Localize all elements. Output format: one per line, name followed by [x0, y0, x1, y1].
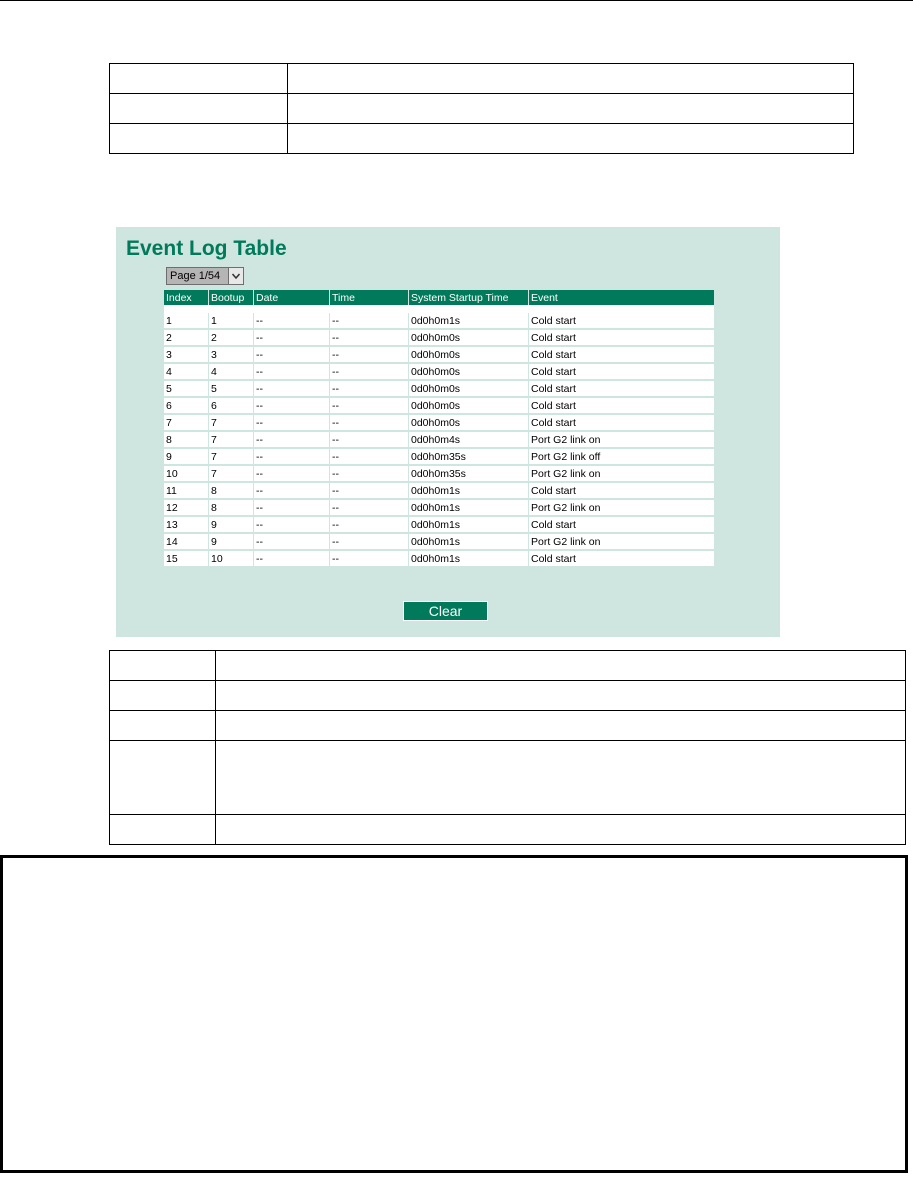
table-row: [110, 124, 854, 154]
table-row: 10 7 -- -- 0d0h0m35s Port G2 link on: [164, 465, 714, 482]
table-row: 1 1 -- -- 0d0h0m1s Cold start: [164, 313, 714, 329]
col-header-date: Date: [254, 290, 330, 305]
clear-button[interactable]: Clear: [403, 601, 488, 621]
table-row: [110, 681, 906, 711]
table-row: [110, 711, 906, 741]
page-select-value: Page 1/54: [166, 267, 229, 285]
page-top-rule: [0, 0, 913, 1]
table-row: 14 9 -- -- 0d0h0m1s Port G2 link on: [164, 533, 714, 550]
table-row: 6 6 -- -- 0d0h0m0s Cold start: [164, 397, 714, 414]
col-header-time: Time: [330, 290, 409, 305]
page-title: Event Log Table: [126, 237, 287, 260]
page-select[interactable]: [166, 267, 244, 285]
table-row: [110, 741, 906, 815]
table-row: 4 4 -- -- 0d0h0m0s Cold start: [164, 363, 714, 380]
note-box: [0, 855, 908, 1173]
table-row: [110, 64, 854, 94]
table-row: 13 9 -- -- 0d0h0m1s Cold start: [164, 516, 714, 533]
table-row: 9 7 -- -- 0d0h0m35s Port G2 link off: [164, 448, 714, 465]
table-row: 5 5 -- -- 0d0h0m0s Cold start: [164, 380, 714, 397]
table-spacer: [164, 305, 714, 313]
event-log-panel: [116, 227, 780, 637]
event-log-table: [163, 290, 714, 568]
doc-table-bottom: [109, 650, 906, 845]
table-row: 15 10 -- -- 0d0h0m1s Cold start: [164, 550, 714, 567]
table-row: 2 2 -- -- 0d0h0m0s Cold start: [164, 329, 714, 346]
col-header-event: Event: [529, 290, 714, 305]
table-header-row: [164, 290, 714, 305]
table-row: 12 8 -- -- 0d0h0m1s Port G2 link on: [164, 499, 714, 516]
table-row: [110, 815, 906, 845]
chevron-down-icon[interactable]: [229, 267, 244, 285]
table-row: [110, 651, 906, 681]
col-header-index: Index: [164, 290, 209, 305]
col-header-bootup: Bootup: [209, 290, 254, 305]
table-row: 8 7 -- -- 0d0h0m4s Port G2 link on: [164, 431, 714, 448]
table-row: [110, 94, 854, 124]
table-row: 7 7 -- -- 0d0h0m0s Cold start: [164, 414, 714, 431]
doc-table-top: [109, 63, 854, 154]
col-header-system-startup-time: System Startup Time: [409, 290, 529, 305]
table-row: 3 3 -- -- 0d0h0m0s Cold start: [164, 346, 714, 363]
table-row: 11 8 -- -- 0d0h0m1s Cold start: [164, 482, 714, 499]
